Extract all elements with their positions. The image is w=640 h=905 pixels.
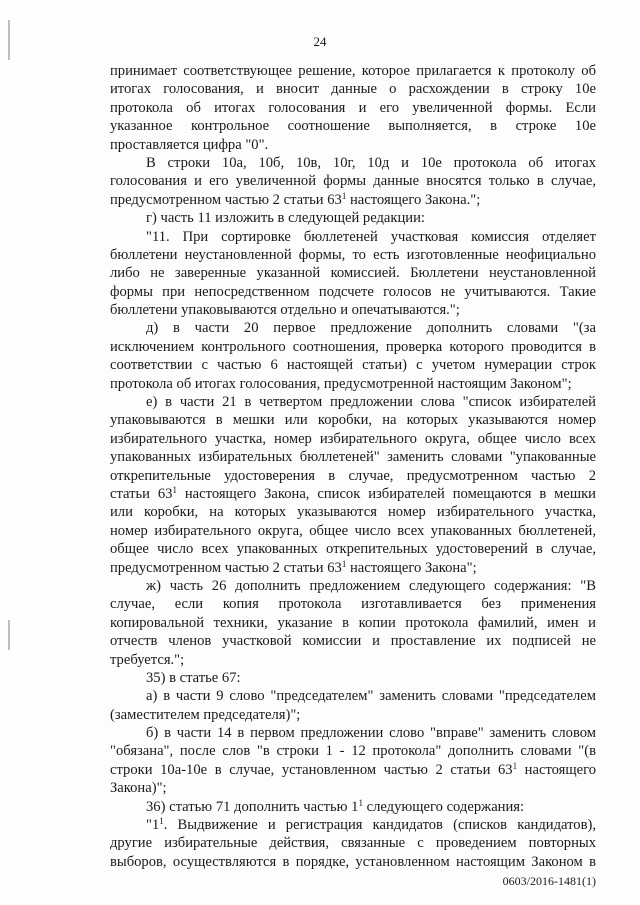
text-line-content: Закона)"; xyxy=(110,780,167,797)
text-line xyxy=(110,577,596,595)
text-line xyxy=(110,651,596,669)
text-line-continuation: настоящего Закона"; xyxy=(346,559,477,576)
text-line-content: "обязана", после слов "в строки 1 - 12 протокола" дополнить словами "(в xyxy=(110,743,596,760)
text-line-content: либо не заверенные указанной комиссией. Бюллетени неустановленной xyxy=(110,265,596,282)
text-line-content: отчеств членов участковой комиссии и проставление их подписей не xyxy=(110,633,596,650)
superscript: 1 xyxy=(159,816,164,827)
text-line xyxy=(110,559,596,577)
text-line-content: итогах голосования, и вносит данные о расхождении в строку 10е xyxy=(110,81,596,98)
scan-edge-mark xyxy=(8,620,10,650)
document-code: 0603/2016-1481(1) xyxy=(502,874,596,888)
superscript: 1 xyxy=(341,558,347,569)
text-line xyxy=(110,246,596,264)
text-line-content: номер избирательного округа, общее число всех упакованных бюллетеней, xyxy=(110,522,596,539)
superscript: 1 xyxy=(358,797,363,808)
text-line xyxy=(110,669,596,687)
text-line-content: а) в части 9 слово "председателем" заменить словами "председателем xyxy=(146,688,596,705)
text-line-continuation: настоящего Закона, список избирателей помещаются в мешки xyxy=(176,485,596,502)
text-line xyxy=(110,228,596,246)
text-line-content: строки 10а-10е в случае, установленном частью 2 статьи 63 xyxy=(110,761,513,778)
text-line xyxy=(110,62,596,80)
text-line-continuation: . Выдвижение и регистрация кандидатов (списков кандидатов), xyxy=(163,817,596,834)
text-line xyxy=(110,632,596,650)
text-line-content: случае, если копия протокола изготавливается без применения xyxy=(110,596,596,613)
text-line-content: 36) статью 71 дополнить частью 1 xyxy=(146,798,359,815)
text-line xyxy=(110,319,596,337)
text-line xyxy=(110,80,596,98)
text-line xyxy=(110,467,596,485)
text-line xyxy=(110,411,596,429)
text-line-content: г) часть 11 изложить в следующей редакции: xyxy=(146,210,425,227)
text-line-content: В строки 10а, 10б, 10в, 10г, 10д и 10е протокола об итогах xyxy=(146,154,596,171)
text-line xyxy=(110,117,596,135)
text-line-continuation: настоящего Закона."; xyxy=(346,191,481,208)
text-line xyxy=(110,283,596,301)
text-line xyxy=(110,209,596,227)
text-line-content: предусмотренном частью 2 статьи 63 xyxy=(110,559,342,576)
text-line xyxy=(110,834,596,852)
text-line xyxy=(110,724,596,742)
text-line xyxy=(110,687,596,705)
text-line xyxy=(110,706,596,724)
text-line-content: указанное контрольное соотношение выполняется, в строке 10е xyxy=(110,118,596,135)
text-line xyxy=(110,742,596,760)
text-line-content: статьи 63 xyxy=(110,485,173,502)
text-line-content: бюллетени неустановленной формы, то есть изготовленные неофициально xyxy=(110,246,596,263)
text-line-content: упаковываются в мешки или коробки, на которых указываются номер xyxy=(110,412,596,429)
text-line xyxy=(110,798,596,816)
text-line xyxy=(110,761,596,779)
text-line xyxy=(110,191,596,209)
text-line-content: требуется."; xyxy=(110,651,185,668)
text-line xyxy=(110,375,596,393)
text-line xyxy=(110,614,596,632)
text-line-content: исключением контрольного соотношения, проверка которого проводится в xyxy=(110,338,596,355)
text-line-content: б) в части 14 в первом предложении слово "вправе" заменить словом xyxy=(146,725,596,742)
text-line xyxy=(110,595,596,613)
text-line xyxy=(110,816,596,834)
text-line xyxy=(110,172,596,190)
text-line xyxy=(110,540,596,558)
text-line-content: упакованных избирательных бюллетеней" заменить словами "упакованные xyxy=(110,449,596,466)
text-line-content: предусмотренном частью 2 статьи 63 xyxy=(110,191,342,208)
text-line-content: открепительные удостоверения в случае, предусмотренном частью 2 xyxy=(110,467,596,484)
text-line-content: избирательного участка, номер избирательного округа, общее число всех xyxy=(110,430,596,447)
text-line-content: д) в части 20 первое предложение дополнить словами "(за xyxy=(146,320,596,337)
text-line xyxy=(110,448,596,466)
text-line-content: выборов, осуществляются в порядке, установленном настоящим Законом в xyxy=(110,853,596,870)
text-line-content: формы при непосредственном подсчете голосов не учитываются. Такие xyxy=(110,283,596,300)
text-line xyxy=(110,301,596,319)
text-line-content: или коробки, на которых указываются номер избирательного участка, xyxy=(110,504,596,521)
text-line-content: голосования и его увеличенной формы данные вносятся только в случае, xyxy=(110,173,596,190)
text-line xyxy=(110,99,596,117)
text-line-content: (заместителем председателя)"; xyxy=(110,706,301,723)
text-line xyxy=(110,522,596,540)
text-line-content: "11. При сортировке бюллетеней участковая комиссия отделяет xyxy=(146,228,596,245)
text-line xyxy=(110,338,596,356)
text-line xyxy=(110,779,596,797)
text-line-content: другие избирательные действия, связанные с проведением повторных xyxy=(110,835,596,852)
text-line xyxy=(110,356,596,374)
superscript: 1 xyxy=(512,760,518,771)
text-line xyxy=(110,264,596,282)
text-line-content: протокола об итогах голосования и его увеличенной формы. Если xyxy=(110,99,596,116)
text-line xyxy=(110,430,596,448)
text-line-content: протокола об итогах голосования, предусмотренной настоящим Законом"; xyxy=(110,375,572,392)
text-line xyxy=(110,853,596,871)
text-line-content: копировальной техники, указание в копии протокола фамилий, имен и xyxy=(110,614,596,631)
text-line xyxy=(110,136,596,154)
text-line xyxy=(110,503,596,521)
text-line xyxy=(110,393,596,411)
superscript: 1 xyxy=(341,190,347,201)
text-line xyxy=(110,485,596,503)
document-body xyxy=(110,62,596,871)
text-line-content: соответствии с частью 6 настоящей статьи) с учетом нумерации строк xyxy=(110,357,596,374)
text-line-content: "1 xyxy=(146,817,160,834)
text-line-content: бюллетени упаковываются отдельно и опечатываются."; xyxy=(110,302,460,319)
text-line-content: принимает соответствующее решение, которое прилагается к протоколу об xyxy=(110,63,596,79)
text-line-continuation: настоящего xyxy=(517,761,596,778)
page-number: 24 xyxy=(313,34,327,49)
text-line-content: 35) в статье 67: xyxy=(146,669,241,686)
text-line xyxy=(110,154,596,172)
text-line-content: ж) часть 26 дополнить предложением следующего содержания: "В xyxy=(146,577,596,594)
text-line-continuation: следующего содержания: xyxy=(362,798,525,815)
superscript: 1 xyxy=(172,484,177,495)
text-line-content: проставляется цифра "0". xyxy=(110,136,269,153)
text-line-content: общее число всех упакованных открепительных удостоверений в случае, xyxy=(110,541,596,558)
text-line-content: е) в части 21 в четвертом предложении слова "список избирателей xyxy=(146,394,596,411)
